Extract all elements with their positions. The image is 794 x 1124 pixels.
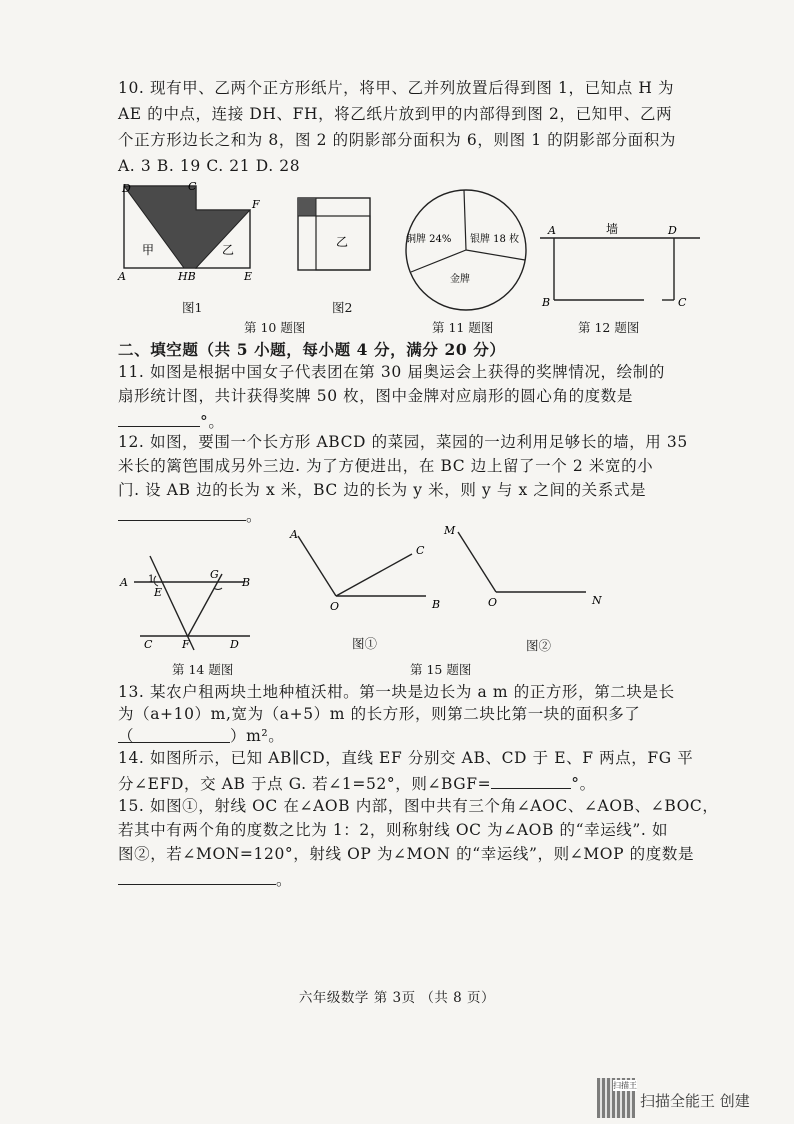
q12-label-B: B xyxy=(542,296,551,309)
q13-blank[interactable]: （ xyxy=(118,726,230,743)
q15-blank[interactable] xyxy=(118,868,276,885)
q15-fig1-caption: 图① xyxy=(352,636,378,651)
q14-label-A: A xyxy=(120,576,128,589)
q10-label-D: D xyxy=(122,182,131,195)
q10-label-HB: HB xyxy=(178,270,196,283)
q13-line2: 为（a+10）m,宽为（a+5）m 的长方形，则第二块比第一块的面积多了 xyxy=(118,705,641,723)
q10-fig1-caption: 图1 xyxy=(182,300,203,315)
q15-label-C: C xyxy=(416,544,425,557)
q14-label-1: 1 xyxy=(148,574,155,585)
q10-figure2 xyxy=(294,194,376,276)
q11-label-copper: 铜牌 24% xyxy=(406,234,452,245)
q14-line1: 14. 如图所示，已知 AB∥CD，直线 EF 分别交 AB、CD 于 E、F 两点，FG 平 xyxy=(118,749,694,767)
q12-blank[interactable] xyxy=(118,504,246,521)
q12-line1: 12. 如图，要围一个长方形 ABCD 的菜园，菜园的一边利用足够长的墙，用 35 xyxy=(118,433,688,451)
q11-pie-chart xyxy=(402,186,530,314)
q12-end: 。 xyxy=(246,507,263,525)
q14-figure xyxy=(118,552,258,652)
q11-label-silver: 银牌 18 枚 xyxy=(470,234,520,245)
q14-label-D: D xyxy=(230,638,239,651)
q10-label-A: A xyxy=(118,270,126,283)
q14-caption: 第 14 题图 xyxy=(172,662,234,677)
q15-caption: 第 15 题图 xyxy=(410,662,472,677)
q11-caption: 第 11 题图 xyxy=(432,320,494,335)
q10-line2: AE 的中点，连接 DH、FH，将乙纸片放到甲的内部得到图 2，已知甲、乙两 xyxy=(118,105,673,123)
q15-fig2-caption: 图② xyxy=(526,638,552,653)
q10-fig2-label-yi: 乙 xyxy=(336,235,349,249)
q10-options: A. 3 B. 19 C. 21 D. 28 xyxy=(118,157,301,175)
q14-blank[interactable] xyxy=(491,772,571,789)
q15-label-O1: O xyxy=(330,600,340,613)
q14-label-E: E xyxy=(154,586,163,599)
q15-line2: 若其中有两个角的度数之比为 1：2，则称射线 OC 为∠AOB 的“幸运线”. 如 xyxy=(118,821,669,839)
q10-line3: 个正方形边长之和为 8，图 2 的阴影部分面积为 6，则图 1 的阴影部分面积为 xyxy=(118,131,677,149)
page-footer: 六年级数学 第 3页 （共 8 页） xyxy=(298,990,496,1006)
q11-answer-line xyxy=(118,410,224,432)
q13-line1: 13. 某农户租两块土地种植沃柑。第一块是边长为 a m 的正方形，第二块是长 xyxy=(118,683,675,701)
q15-label-O2: O xyxy=(488,596,498,609)
q12-label-A: A xyxy=(548,224,556,237)
q12-caption: 第 12 题图 xyxy=(578,320,640,335)
q10-label-F: F xyxy=(252,198,260,211)
q15-line1: 15. 如图①，射线 OC 在∠AOB 内部，图中共有三个角∠AOC、∠AOB、∠BOC， xyxy=(118,797,719,815)
q10-figure1 xyxy=(112,178,272,284)
q11-blank[interactable] xyxy=(118,410,200,427)
q10-caption: 第 10 题图 xyxy=(244,320,306,335)
q15-end: 。 xyxy=(276,871,293,889)
q14-label-G: G xyxy=(210,568,219,581)
q10-line1: 10. 现有甲、乙两个正方形纸片，将甲、乙并列放置后得到图 1，已知点 H 为 xyxy=(118,79,675,97)
q12-label-D: D xyxy=(668,224,677,237)
q10-label-E: E xyxy=(244,270,253,283)
scanner-watermark: 扫描全能王 创建 xyxy=(640,1092,750,1110)
section-2-title: 二、填空题（共 5 小题，每小题 4 分，满分 20 分） xyxy=(118,340,506,359)
q12-answer-line xyxy=(118,504,262,526)
q13-end: ）m²。 xyxy=(230,727,285,745)
q12-line2: 米长的篱笆围成另外三边. 为了方便进出，在 BC 边上留了一个 2 米宽的小 xyxy=(118,457,654,475)
q14-label-B: B xyxy=(242,576,251,589)
q13-answer-line xyxy=(118,726,284,746)
q12-line3: 门. 设 AB 边的长为 x 米，BC 边的长为 y 米，则 y 与 x 之间的关系式是 xyxy=(118,481,647,499)
q15-figure1 xyxy=(286,524,446,616)
q15-line3: 图②，若∠MON=120°，射线 OP 为∠MON 的“幸运线”，则∠MOP 的度数是 xyxy=(118,845,695,863)
q12-label-wall: 墙 xyxy=(606,222,619,236)
q15-label-M: M xyxy=(444,524,456,537)
q11-label-gold: 金牌 xyxy=(450,274,470,285)
q14-label-F: F xyxy=(182,638,190,651)
q14-line2-text: 分∠EFD，交 AB 于点 G. 若∠1=52°，则∠BGF= xyxy=(118,775,492,793)
q14-line2 xyxy=(118,772,596,794)
q10-label-C: C xyxy=(188,180,197,193)
q12-figure xyxy=(540,220,700,312)
q15-label-B: B xyxy=(432,598,441,611)
q10-label-jia: 甲 xyxy=(142,243,155,257)
qr-label: 扫描王 xyxy=(613,1081,637,1090)
q15-label-N: N xyxy=(592,594,602,607)
q14-end: °。 xyxy=(571,775,596,793)
q15-answer-line xyxy=(118,868,292,890)
q10-fig2-caption: 图2 xyxy=(332,300,353,315)
q12-label-C: C xyxy=(678,296,687,309)
q15-label-A: A xyxy=(290,528,298,541)
q11-line2: 扇形统计图，共计获得奖牌 50 枚，图中金牌对应扇形的圆心角的度数是 xyxy=(118,387,633,405)
q11-end: °。 xyxy=(200,413,225,431)
q15-figure2 xyxy=(440,520,610,612)
q10-fig2-shaded-square xyxy=(298,198,316,216)
q10-label-yi: 乙 xyxy=(222,243,235,257)
q14-label-C: C xyxy=(144,638,153,651)
q11-line1: 11. 如图是根据中国女子代表团在第 30 届奥运会上获得的奖牌情况，绘制的 xyxy=(118,363,665,381)
